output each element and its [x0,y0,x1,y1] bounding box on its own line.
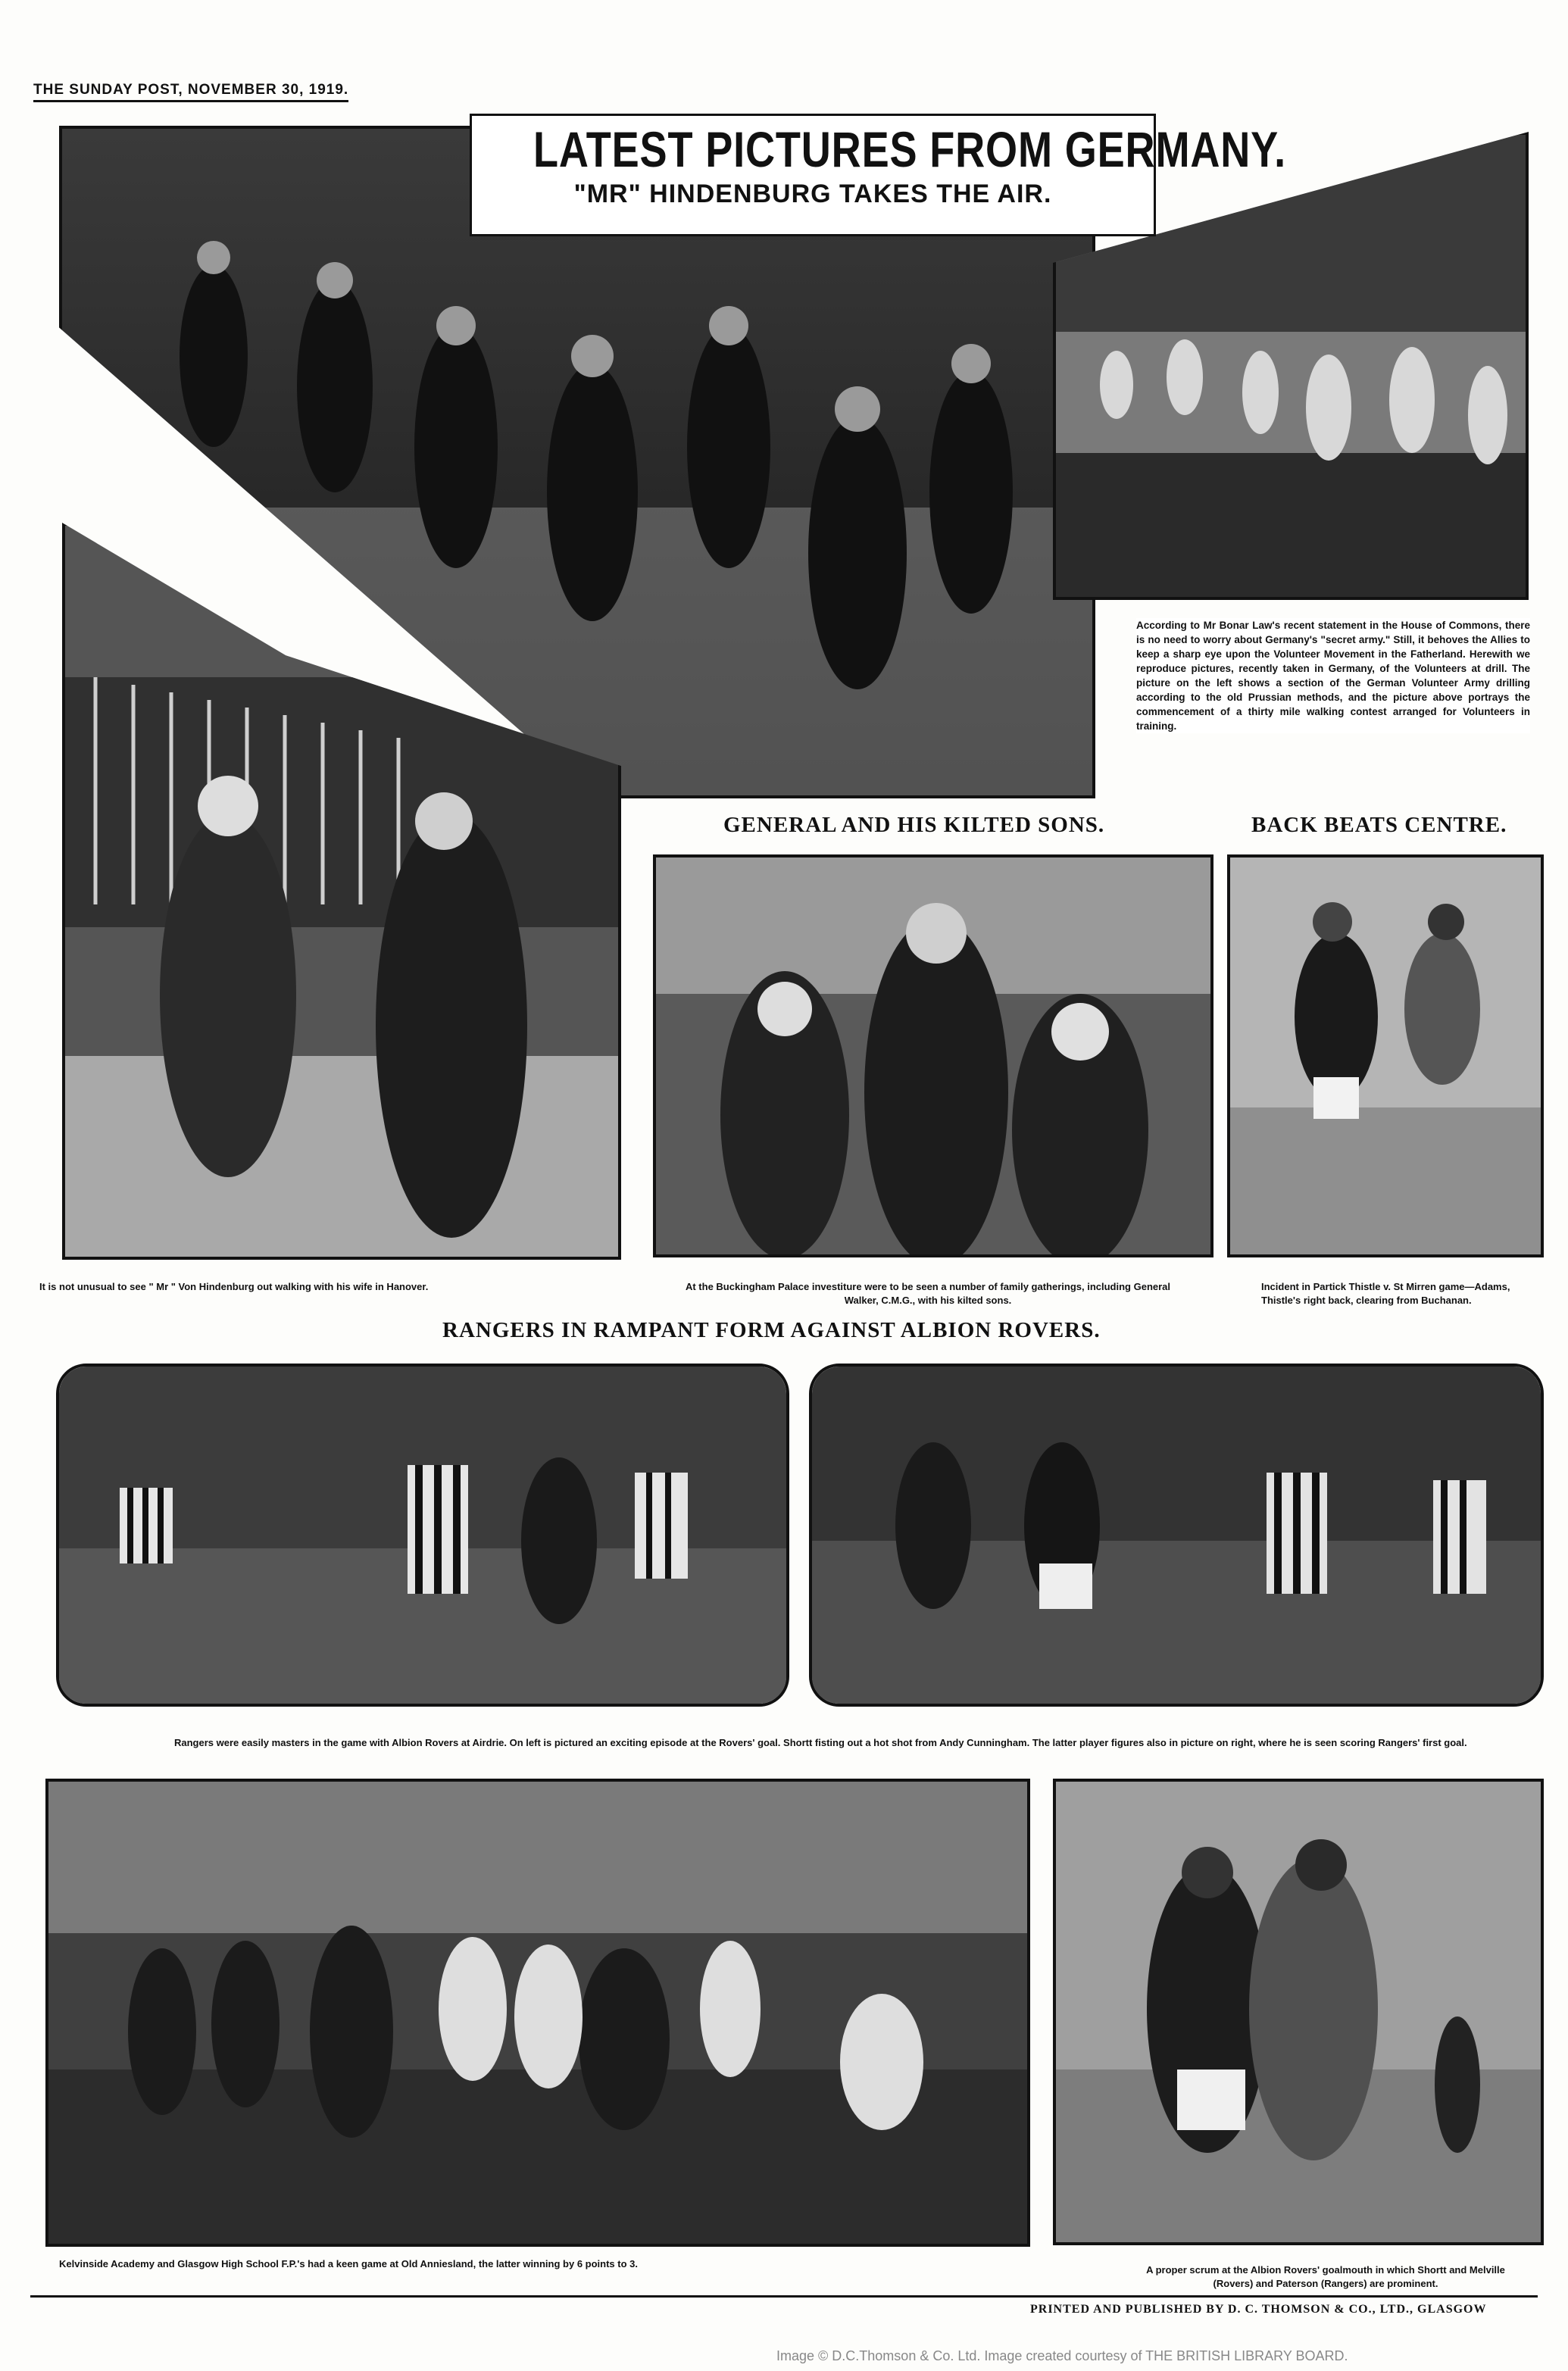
rangers-heading: RANGERS IN RAMPANT FORM AGAINST ALBION ROVERS. [442,1318,1101,1342]
kelvinside-caption: Kelvinside Academy and Glasgow High School F.P.'s had a keen game at Old Anniesland, the latter winning by 6 points to 3. [59,2258,638,2269]
title-box [470,114,1286,236]
image-credit: Image © D.C.Thomson & Co. Ltd. Image created courtesy of THE BRITISH LIBRARY BOARD. [776,2348,1348,2363]
general-heading: GENERAL AND HIS KILTED SONS. [723,813,1105,837]
rangers-caption: Rangers were easily masters in the game with Albion Rovers at Airdrie. On left is pictured an exciting episode at the Rovers' goal. Shortt fisting out a hot shot from Andy Cunningham. The latter player figures also in picture on right, where he is seen scoring Rangers' first goal. [174,1737,1467,1748]
scrum-caption: A proper scrum at the Albion Rovers' goalmouth in which Shortt and Melville (Rovers) and Paterson (Rangers) are prominent. [1146,2264,1505,2289]
partick-thistle-photo [1227,854,1544,1257]
albion-scrum-photo [1053,1779,1544,2245]
general-caption: At the Buckingham Palace investiture were to be seen a number of family gatherings, including General Walker, C.M.G., with his kilted sons. [685,1281,1171,1306]
printer-imprint: PRINTED AND PUBLISHED BY D. C. THOMSON & CO., LTD., GLASGOW [1030,2303,1487,2316]
page-subtitle: "MR" HINDENBURG TAKES THE AIR. [573,180,1052,208]
rangers-first-goal-photo [809,1364,1544,1707]
hindenburg-caption: It is not unusual to see " Mr " Von Hindenburg out walking with his wife in Hanover. [39,1281,429,1292]
general-walker-photo [653,854,1213,1257]
page-title: LATEST PICTURES FROM GERMANY. [533,121,1286,177]
backs-caption: Incident in Partick Thistle v. St Mirren game—Adams, Thistle's right back, clearing from Buchanan. [1261,1281,1510,1306]
germany-article-text: According to Mr Bonar Law's recent statement in the House of Commons, there is no need to worry about Germany's "secret army." Still, it behoves the Allies to keep a sharp eye upon the Volunteer Movement in the Fatherland. Herewith we reproduce pictures, recently taken in Germany, of the Volunteers at drill. The picture on the left shows a section of the German Volunteer Army drilling according to the old Prussian methods, and the picture above portrays the commencement of a thirty mile walking contest arranged for Volunteers in training. [1136,620,1530,732]
kelvinside-rugby-photo [45,1779,1030,2247]
backs-heading: BACK BEATS CENTRE. [1251,813,1507,837]
bottom-rule [30,2295,1538,2298]
masthead: THE SUNDAY POST, NOVEMBER 30, 1919. [33,82,348,102]
rangers-goal-photo [56,1364,789,1707]
